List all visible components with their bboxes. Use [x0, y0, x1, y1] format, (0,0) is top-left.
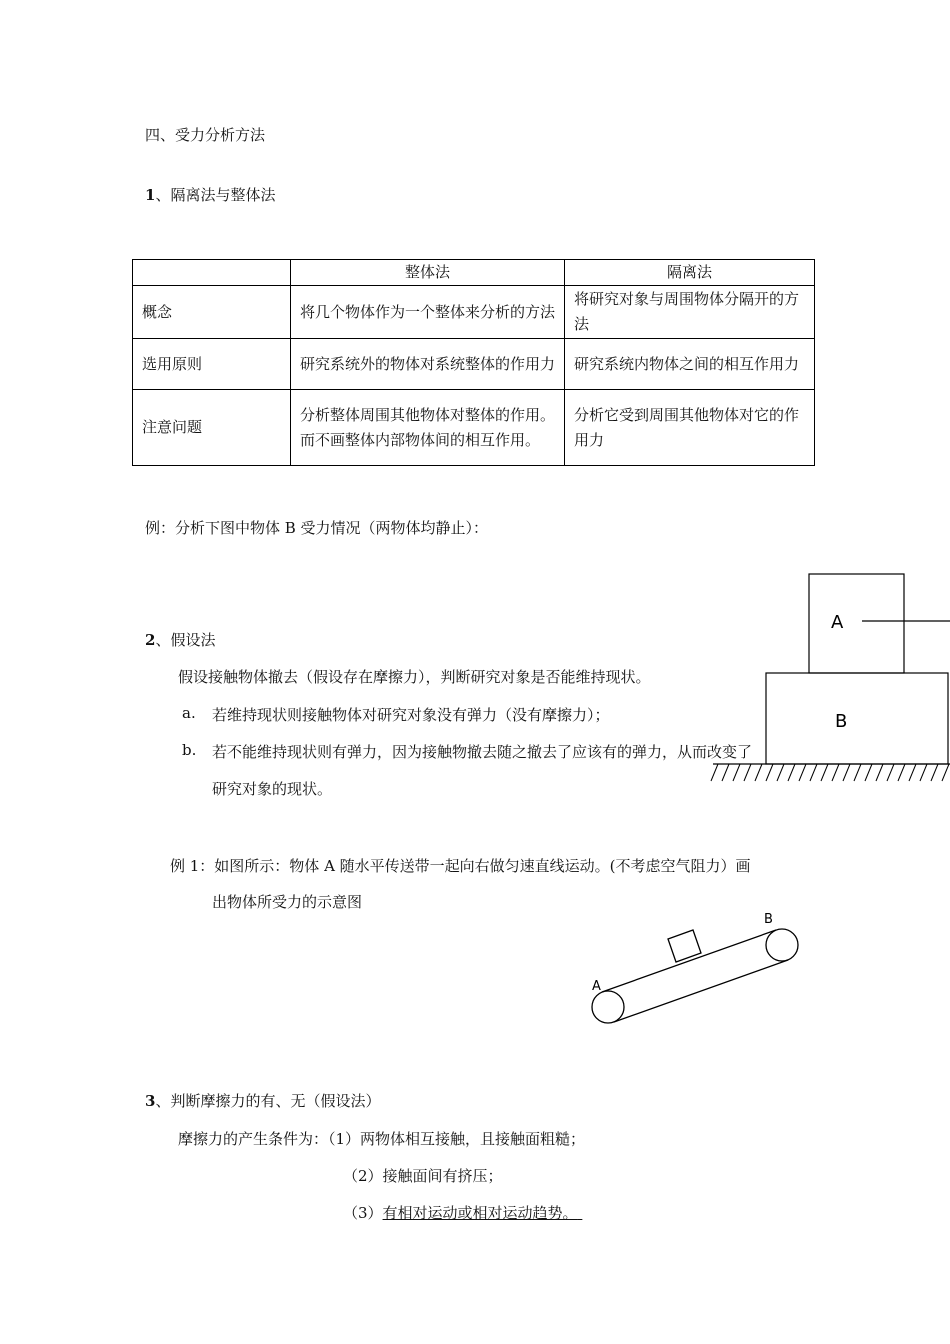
pulley-a: [592, 991, 624, 1023]
subsection-2-title: 、假设法: [155, 631, 216, 649]
hatch-mark: [942, 764, 949, 781]
subsection-3-number: 3: [145, 1092, 156, 1110]
hatch-mark: [854, 764, 861, 781]
table-header-cell: 隔离法: [565, 260, 815, 286]
block-b: [766, 673, 948, 764]
table-row-label: 注意问题: [133, 390, 291, 466]
subsection-1-number: 1: [145, 186, 156, 204]
friction-condition-3: [343, 1202, 582, 1223]
friction-condition-3-prefix: （3）: [343, 1204, 383, 1222]
hatch-mark: [799, 764, 806, 781]
block-a-label: A: [831, 612, 844, 633]
friction-condition-1: 摩擦力的产生条件为：（1）两物体相互接触，且接触面粗糙；: [178, 1130, 586, 1148]
table-row: [133, 390, 815, 466]
hatch-mark: [711, 764, 718, 781]
subsection-1-title: 、隔离法与整体法: [155, 186, 276, 204]
hatch-mark: [733, 764, 740, 781]
table-cell-whole: 研究系统外的物体对系统整体的作用力: [291, 339, 565, 390]
underline-tail: [578, 1204, 583, 1222]
list-item-a: 若维持现状则接触物体对研究对象没有弹力（没有摩擦力）；: [212, 706, 610, 724]
hatch-mark: [843, 764, 850, 781]
hatch-mark: [931, 764, 938, 781]
belt-bottom: [614, 960, 788, 1022]
subsection-1-heading: [145, 184, 275, 205]
subsection-3-heading: [145, 1090, 380, 1111]
conveyor-belt-figure: [580, 905, 810, 1035]
pulley-b: [766, 929, 798, 961]
hatch-mark: [887, 764, 894, 781]
hatch-mark: [755, 764, 762, 781]
section-heading: 四、受力分析方法: [145, 126, 266, 144]
subsection-2-heading: [145, 629, 215, 650]
table-row: [133, 339, 815, 390]
hatch-mark: [744, 764, 751, 781]
hatch-mark: [821, 764, 828, 781]
subsection-3-title: 、判断摩擦力的有、无（假设法）: [155, 1092, 381, 1110]
example-1-line-1: 例 1：如图所示：物体 A 随水平传送带一起向右做匀速直线运动。(不考虑空气阻力）画: [170, 857, 751, 875]
table-header-cell: [133, 260, 291, 286]
hatch-mark: [722, 764, 729, 781]
table-cell-isolate: 将研究对象与周围物体分隔开的方法: [565, 286, 815, 339]
object-on-belt: [668, 930, 701, 962]
ground-hatching: [711, 764, 949, 781]
block-a: [809, 574, 904, 673]
hatch-mark: [777, 764, 784, 781]
table-cell-whole: 将几个物体作为一个整体来分析的方法: [291, 286, 565, 339]
hatch-mark: [909, 764, 916, 781]
subsection-2-intro: 假设接触物体撤去（假设存在摩擦力），判断研究对象是否能维持现状。: [178, 668, 651, 686]
friction-condition-2: （2）接触面间有挤压；: [343, 1167, 503, 1185]
table-header-row: [133, 260, 815, 286]
table-row-label: 选用原则: [133, 339, 291, 390]
example-b-text: 例：分析下图中物体 B 受力情况（两物体均静止）：: [145, 519, 489, 537]
hatch-mark: [898, 764, 905, 781]
hatch-mark: [788, 764, 795, 781]
table-row-label: 概念: [133, 286, 291, 339]
block-b-label: B: [835, 711, 848, 732]
list-item-b-continued: 研究对象的现状。: [212, 780, 333, 798]
belt-end-b-label: B: [764, 912, 773, 927]
table-header-cell: 整体法: [291, 260, 565, 286]
hatch-mark: [810, 764, 817, 781]
hatch-mark: [832, 764, 839, 781]
list-marker-b: b.: [182, 741, 197, 759]
table-cell-isolate: 研究系统内物体之间的相互作用力: [565, 339, 815, 390]
table-cell-isolate: 分析它受到周围其他物体对它的作用力: [565, 390, 815, 466]
table-cell-whole: 分析整体周围其他物体对整体的作用。而不画整体内部物体间的相互作用。: [291, 390, 565, 466]
list-item-b: 若不能维持现状则有弹力，因为接触物撤去随之撤去了应该有的弹力，从而改变了: [212, 743, 753, 761]
belt-end-a-label: A: [592, 979, 601, 994]
example-1-line-2: 出物体所受力的示意图: [212, 893, 363, 911]
table-row: [133, 286, 815, 339]
comparison-table: [132, 259, 815, 466]
hatch-mark: [876, 764, 883, 781]
subsection-2-number: 2: [145, 631, 156, 649]
list-marker-a: a.: [182, 704, 196, 722]
friction-condition-3-text: 有相对运动或相对运动趋势。: [382, 1204, 578, 1222]
hatch-mark: [766, 764, 773, 781]
hatch-mark: [920, 764, 927, 781]
hatch-mark: [865, 764, 872, 781]
